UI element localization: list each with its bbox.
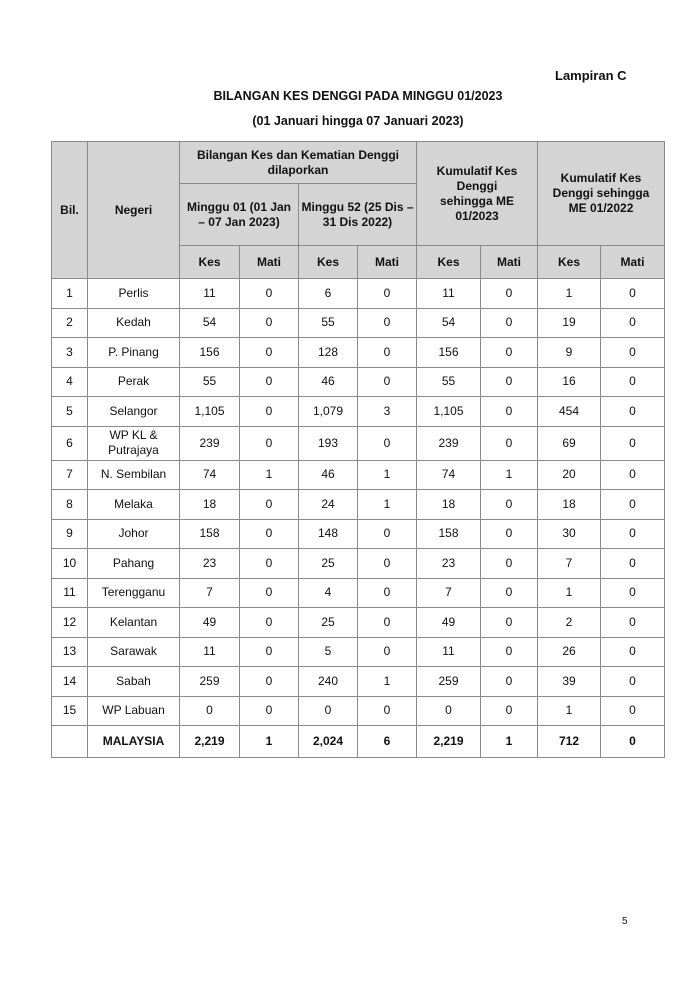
table-row <box>52 519 665 549</box>
cell-value: 0 <box>481 308 538 338</box>
cell-bil: 7 <box>52 460 88 490</box>
cell-negeri: Pahang <box>88 549 180 579</box>
cell-value: 0 <box>240 279 299 309</box>
cell-value: 1 <box>358 667 417 697</box>
table-row <box>52 338 665 368</box>
cell-value: 55 <box>417 367 481 397</box>
cell-value: 1 <box>358 460 417 490</box>
cell-value: 0 <box>358 338 417 368</box>
cell-value: 0 <box>358 608 417 638</box>
cell-value: 0 <box>240 490 299 520</box>
cell-value: 0 <box>358 578 417 608</box>
cell-bil: 5 <box>52 397 88 427</box>
cell-value: 193 <box>299 426 358 460</box>
cell-value: 0 <box>240 338 299 368</box>
cell-value: 0 <box>240 549 299 579</box>
cell-bil: 1 <box>52 279 88 309</box>
cell-negeri: Melaka <box>88 490 180 520</box>
table-row <box>52 308 665 338</box>
cell-value: 0 <box>601 667 665 697</box>
annex-label: Lampiran C <box>555 68 627 83</box>
table-row <box>52 549 665 579</box>
cell-value: 5 <box>299 637 358 667</box>
subheader-week-52: Minggu 52 (25 Dis – 31 Dis 2022) <box>299 184 417 246</box>
cell-value: 11 <box>417 637 481 667</box>
cell-value: 0 <box>601 726 665 758</box>
cell-value: 9 <box>538 338 601 368</box>
cell-value: 0 <box>481 338 538 368</box>
cell-negeri: Perak <box>88 367 180 397</box>
cell-value: 0 <box>601 367 665 397</box>
cell-value: 0 <box>481 696 538 726</box>
cell-value: 0 <box>358 426 417 460</box>
cell-value: 240 <box>299 667 358 697</box>
cell-value: 0 <box>240 667 299 697</box>
page-title: BILANGAN KES DENGGI PADA MINGGU 01/2023 <box>213 89 503 103</box>
col-header-mati: Mati <box>601 246 665 279</box>
cell-value: 11 <box>180 279 240 309</box>
cell-bil: 13 <box>52 637 88 667</box>
cell-value: 0 <box>601 460 665 490</box>
cell-bil: 8 <box>52 490 88 520</box>
page-number: 5 <box>622 916 628 927</box>
cell-value: 0 <box>481 519 538 549</box>
cell-bil: 12 <box>52 608 88 638</box>
col-header-mati: Mati <box>240 246 299 279</box>
cell-value: 1 <box>538 696 601 726</box>
cell-value: 0 <box>601 308 665 338</box>
cell-bil: 15 <box>52 696 88 726</box>
cell-value: 25 <box>299 549 358 579</box>
col-header-mati: Mati <box>481 246 538 279</box>
cell-value: 0 <box>481 549 538 579</box>
table-row <box>52 426 665 460</box>
cell-value: 158 <box>180 519 240 549</box>
cell-value: 1 <box>538 578 601 608</box>
table-row <box>52 397 665 427</box>
cell-value: 1 <box>538 279 601 309</box>
cell-value: 158 <box>417 519 481 549</box>
cell-value: 16 <box>538 367 601 397</box>
col-header-mati: Mati <box>358 246 417 279</box>
cell-value: 6 <box>299 279 358 309</box>
cell-value: 0 <box>358 519 417 549</box>
table-row <box>52 578 665 608</box>
cell-negeri: Selangor <box>88 397 180 427</box>
table-row <box>52 490 665 520</box>
cell-value: 0 <box>601 637 665 667</box>
col-header-negeri: Negeri <box>88 142 180 279</box>
cell-value: 156 <box>417 338 481 368</box>
cell-value: 128 <box>299 338 358 368</box>
cell-value: 0 <box>601 519 665 549</box>
cell-value: 0 <box>358 367 417 397</box>
cell-value: 454 <box>538 397 601 427</box>
cell-value: 0 <box>601 549 665 579</box>
cell-value: 0 <box>481 667 538 697</box>
page-subtitle: (01 Januari hingga 07 Januari 2023) <box>252 114 464 128</box>
cell-value: 2,219 <box>417 726 481 758</box>
cell-value: 74 <box>180 460 240 490</box>
cell-value: 1,079 <box>299 397 358 427</box>
col-header-kes: Kes <box>538 246 601 279</box>
cell-value: 1 <box>358 490 417 520</box>
cell-value: 30 <box>538 519 601 549</box>
cell-value: 2,024 <box>299 726 358 758</box>
cell-value: 24 <box>299 490 358 520</box>
cell-value: 11 <box>180 637 240 667</box>
table-row <box>52 696 665 726</box>
cell-value: 712 <box>538 726 601 758</box>
cell-value: 0 <box>240 519 299 549</box>
cell-negeri: N. Sembilan <box>88 460 180 490</box>
col-header-kes: Kes <box>180 246 240 279</box>
cell-value: 0 <box>240 696 299 726</box>
cell-value: 1 <box>481 726 538 758</box>
cell-value: 7 <box>417 578 481 608</box>
table-row-total <box>52 726 665 758</box>
cell-value: 23 <box>417 549 481 579</box>
cell-value: 239 <box>180 426 240 460</box>
cell-value: 0 <box>358 696 417 726</box>
cell-value: 1,105 <box>417 397 481 427</box>
cell-negeri: Sarawak <box>88 637 180 667</box>
cell-value: 0 <box>358 279 417 309</box>
cell-value: 3 <box>358 397 417 427</box>
cell-value: 0 <box>481 279 538 309</box>
cell-value: 0 <box>240 637 299 667</box>
cell-bil: 9 <box>52 519 88 549</box>
cell-value: 2 <box>538 608 601 638</box>
table-row <box>52 460 665 490</box>
cell-negeri: WP KL & Putrajaya <box>88 426 180 460</box>
col-header-kes: Kes <box>299 246 358 279</box>
dengue-cases-table <box>51 141 665 758</box>
cell-value: 25 <box>299 608 358 638</box>
cell-value: 0 <box>299 696 358 726</box>
cell-value: 49 <box>180 608 240 638</box>
cell-value: 0 <box>358 637 417 667</box>
cell-value: 0 <box>240 397 299 427</box>
cell-value: 18 <box>538 490 601 520</box>
cell-value: 26 <box>538 637 601 667</box>
cell-value: 0 <box>481 426 538 460</box>
table-row <box>52 637 665 667</box>
cell-bil <box>52 726 88 758</box>
cell-value: 0 <box>240 608 299 638</box>
cell-bil: 4 <box>52 367 88 397</box>
cell-value: 0 <box>601 279 665 309</box>
cell-negeri: WP Labuan <box>88 696 180 726</box>
cell-value: 54 <box>180 308 240 338</box>
cell-value: 148 <box>299 519 358 549</box>
cell-value: 0 <box>601 608 665 638</box>
cell-value: 156 <box>180 338 240 368</box>
cell-negeri: Sabah <box>88 667 180 697</box>
cell-negeri: MALAYSIA <box>88 726 180 758</box>
cell-value: 0 <box>601 397 665 427</box>
cell-value: 0 <box>240 308 299 338</box>
cell-value: 23 <box>180 549 240 579</box>
cell-value: 18 <box>417 490 481 520</box>
table-row <box>52 279 665 309</box>
cell-value: 259 <box>180 667 240 697</box>
cell-value: 55 <box>299 308 358 338</box>
cell-value: 0 <box>481 397 538 427</box>
cell-value: 0 <box>481 367 538 397</box>
cell-value: 0 <box>601 426 665 460</box>
cell-bil: 11 <box>52 578 88 608</box>
cell-value: 74 <box>417 460 481 490</box>
cell-value: 18 <box>180 490 240 520</box>
cell-value: 19 <box>538 308 601 338</box>
table-row <box>52 367 665 397</box>
group-header-cumulative-2023: Kumulatif Kes Denggi sehingga ME 01/2023 <box>417 142 538 246</box>
cell-value: 1 <box>240 726 299 758</box>
group-header-cumulative-2022: Kumulatif Kes Denggi sehingga ME 01/2022 <box>538 142 665 246</box>
cell-bil: 10 <box>52 549 88 579</box>
cell-negeri: Kedah <box>88 308 180 338</box>
cell-value: 49 <box>417 608 481 638</box>
cell-value: 0 <box>481 490 538 520</box>
cell-value: 0 <box>601 578 665 608</box>
cell-negeri: P. Pinang <box>88 338 180 368</box>
cell-negeri: Kelantan <box>88 608 180 638</box>
cell-value: 46 <box>299 367 358 397</box>
table-body <box>52 279 665 758</box>
cell-value: 0 <box>240 367 299 397</box>
cell-value: 0 <box>481 608 538 638</box>
cell-value: 0 <box>358 308 417 338</box>
cell-value: 0 <box>481 637 538 667</box>
cell-value: 55 <box>180 367 240 397</box>
cell-value: 0 <box>481 578 538 608</box>
group-header-reported: Bilangan Kes dan Kematian Denggi dilaporkan <box>180 142 417 184</box>
cell-value: 0 <box>240 426 299 460</box>
cell-value: 7 <box>180 578 240 608</box>
table-row <box>52 667 665 697</box>
cell-value: 239 <box>417 426 481 460</box>
cell-negeri: Perlis <box>88 279 180 309</box>
table-row <box>52 608 665 638</box>
cell-value: 11 <box>417 279 481 309</box>
cell-bil: 14 <box>52 667 88 697</box>
cell-negeri: Terengganu <box>88 578 180 608</box>
cell-value: 54 <box>417 308 481 338</box>
cell-value: 7 <box>538 549 601 579</box>
col-header-bil: Bil. <box>52 142 88 279</box>
cell-value: 0 <box>240 578 299 608</box>
subheader-week-01: Minggu 01 (01 Jan – 07 Jan 2023) <box>180 184 299 246</box>
cell-value: 39 <box>538 667 601 697</box>
cell-bil: 6 <box>52 426 88 460</box>
cell-value: 1 <box>240 460 299 490</box>
cell-value: 0 <box>180 696 240 726</box>
cell-value: 69 <box>538 426 601 460</box>
col-header-kes: Kes <box>417 246 481 279</box>
cell-value: 1,105 <box>180 397 240 427</box>
cell-value: 6 <box>358 726 417 758</box>
cell-value: 259 <box>417 667 481 697</box>
cell-value: 0 <box>601 338 665 368</box>
cell-negeri: Johor <box>88 519 180 549</box>
cell-value: 0 <box>358 549 417 579</box>
cell-bil: 2 <box>52 308 88 338</box>
cell-value: 20 <box>538 460 601 490</box>
cell-bil: 3 <box>52 338 88 368</box>
cell-value: 2,219 <box>180 726 240 758</box>
cell-value: 0 <box>601 696 665 726</box>
cell-value: 4 <box>299 578 358 608</box>
cell-value: 0 <box>601 490 665 520</box>
cell-value: 0 <box>417 696 481 726</box>
cell-value: 46 <box>299 460 358 490</box>
cell-value: 1 <box>481 460 538 490</box>
